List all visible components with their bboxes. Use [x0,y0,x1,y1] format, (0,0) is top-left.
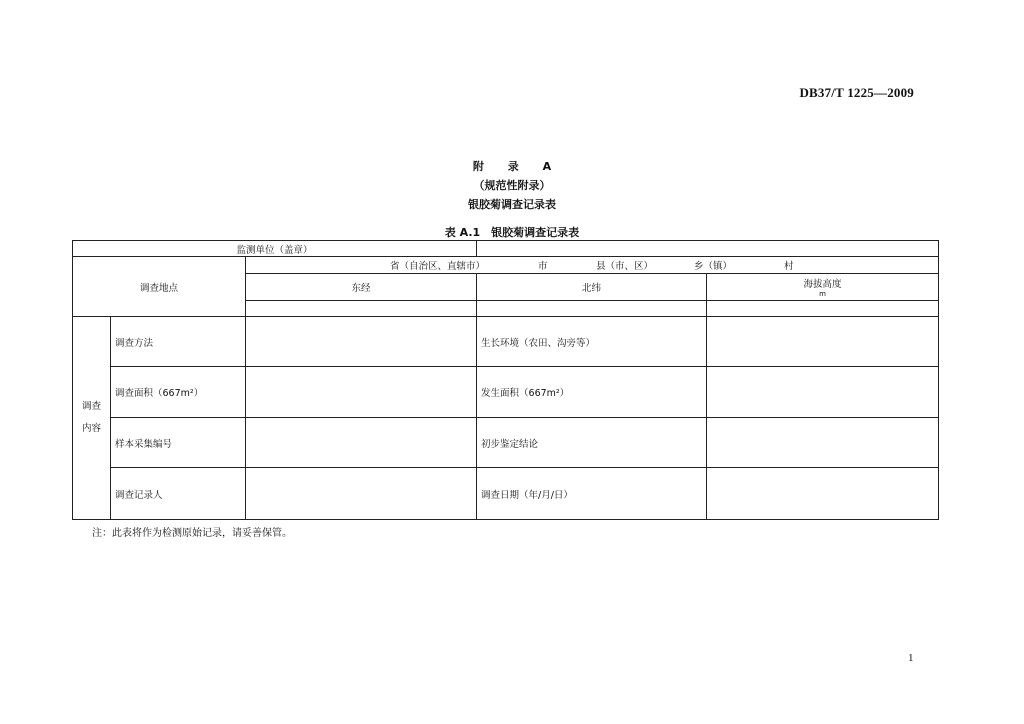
infested-area-value[interactable] [707,367,939,418]
identification-value[interactable] [707,418,939,468]
altitude-text: 海拔高度 [803,278,842,290]
administrative-location [246,257,939,274]
monitoring-unit-row [73,241,939,257]
content-row-3 [73,418,939,468]
survey-area-value[interactable] [246,367,477,418]
appendix-heading: 附 录 A [472,160,562,173]
table-caption: 表 A.1 银胶菊调查记录表 [444,226,580,239]
location-row [73,257,939,274]
county-label: 县（市、区） [596,261,654,272]
longitude-value[interactable] [246,301,477,317]
habitat-value[interactable] [707,317,939,367]
sample-id-label: 样本采集编号 [111,418,246,468]
recorder-value[interactable] [246,468,477,520]
city-label: 市 [538,261,548,272]
content-row-1 [73,317,939,367]
province-label: 省（自治区、直辖市） [390,261,486,272]
survey-method-label: 调查方法 [111,317,246,367]
page-number: 1 [908,652,914,664]
standard-number: DB37/T 1225—2009 [799,85,914,100]
survey-record-table [72,240,939,520]
altitude-label [707,274,939,301]
township-label: 乡（镇） [694,261,733,272]
monitoring-unit-label: 监测单位（盖章） [73,241,477,257]
normative-label: （规范性附录） [473,179,551,192]
altitude-value[interactable] [707,301,939,317]
monitoring-unit-value[interactable] [477,241,939,257]
survey-area-label: 调查面积（667m²） [111,367,246,418]
habitat-label: 生长环境（农田、沟旁等） [477,317,707,367]
content-row-2 [73,367,939,418]
longitude-label: 东经 [246,274,477,301]
latitude-value[interactable] [477,301,707,317]
village-label: 村 [784,261,794,272]
altitude-unit: m [819,289,826,298]
identification-label: 初步鉴定结论 [477,418,707,468]
content-row-4 [73,468,939,520]
sample-id-value[interactable] [246,418,477,468]
survey-method-value[interactable] [246,317,477,367]
survey-location-label: 调查地点 [73,257,246,317]
document-title: 银胶菊调查记录表 [468,198,556,211]
survey-date-value[interactable] [707,468,939,520]
infested-area-label: 发生面积（667m²） [477,367,707,418]
content-label-line2: 内容 [81,423,101,434]
content-label-line1: 调查 [81,401,101,412]
survey-date-label: 调查日期（年/月/日） [477,468,707,520]
survey-content-label [73,317,111,520]
table-note: 注：此表将作为检测原始记录，请妥善保管。 [92,528,292,539]
latitude-label: 北纬 [477,274,707,301]
recorder-label: 调查记录人 [111,468,246,520]
